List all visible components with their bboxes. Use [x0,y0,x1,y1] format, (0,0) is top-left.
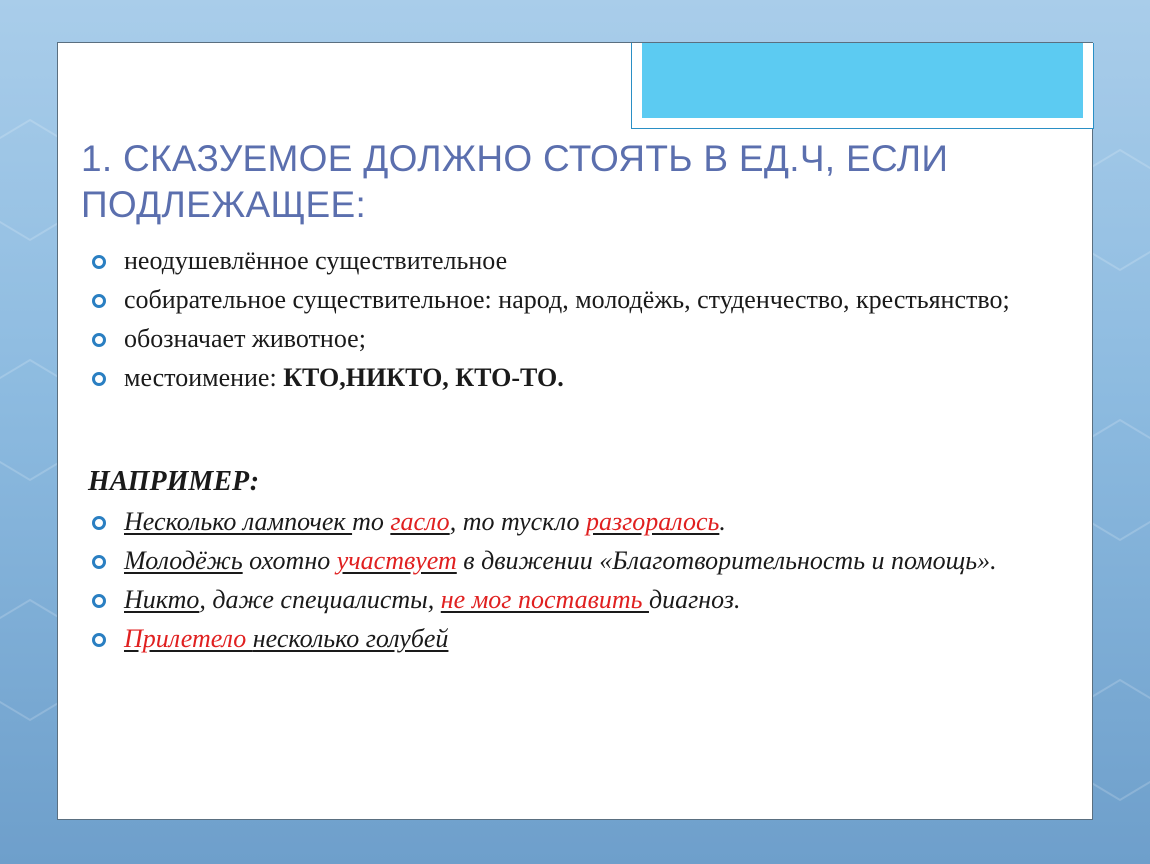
example-list [0,508,1150,664]
subject: несколько голубей [252,624,449,653]
subject: Молодёжь [124,546,243,575]
ring-bullet-icon [92,372,106,386]
subject: Несколько лампочек [124,507,353,536]
example-text: . [719,507,726,536]
pronoun-list: КТО,НИКТО, КТО-ТО. [283,363,564,392]
ring-bullet-icon [92,255,106,269]
predicate: участвует [336,546,457,575]
accent-box [631,43,1094,129]
rule-item [0,325,1150,353]
rule-text: местоимение: [124,363,284,392]
predicate: разгоралось [586,507,720,536]
subject: Никто [124,585,200,614]
rule-item [0,364,1150,392]
example-item [0,625,1150,653]
ring-bullet-icon [92,594,106,608]
example-text: , даже специалисты, [199,585,441,614]
example-text: диагноз. [648,585,741,614]
example-text: , то тускло [449,507,587,536]
example-heading: НАПРИМЕР: [88,466,260,497]
ring-bullet-icon [92,294,106,308]
rule-text: собирательное существительное: народ, молодёжь, студенчество, крестьянство; [124,285,1010,314]
rule-list [0,247,1150,403]
ring-bullet-icon [92,516,106,530]
predicate: гасло [390,507,450,536]
example-item [0,508,1150,536]
ring-bullet-icon [92,333,106,347]
example-text: в движении «Благотворительность и помощь». [456,546,997,575]
example-item [0,547,1150,575]
rule-item [0,247,1150,275]
rule-text: неодушевлённое существительное [124,246,508,275]
rule-text: обозначает животное; [124,324,366,353]
ring-bullet-icon [92,555,106,569]
predicate: не мог поставить [440,585,649,614]
rule-item [0,286,1150,314]
slide-title: 1. СКАЗУЕМОЕ ДОЛЖНО СТОЯТЬ В ЕД.Ч, ЕСЛИ ПОДЛЕЖАЩЕЕ: [81,138,949,225]
example-text: то [352,507,391,536]
example-item [0,586,1150,614]
ring-bullet-icon [92,633,106,647]
predicate: Прилетело [124,624,253,653]
accent-fill [642,43,1083,118]
example-text: охотно [242,546,337,575]
